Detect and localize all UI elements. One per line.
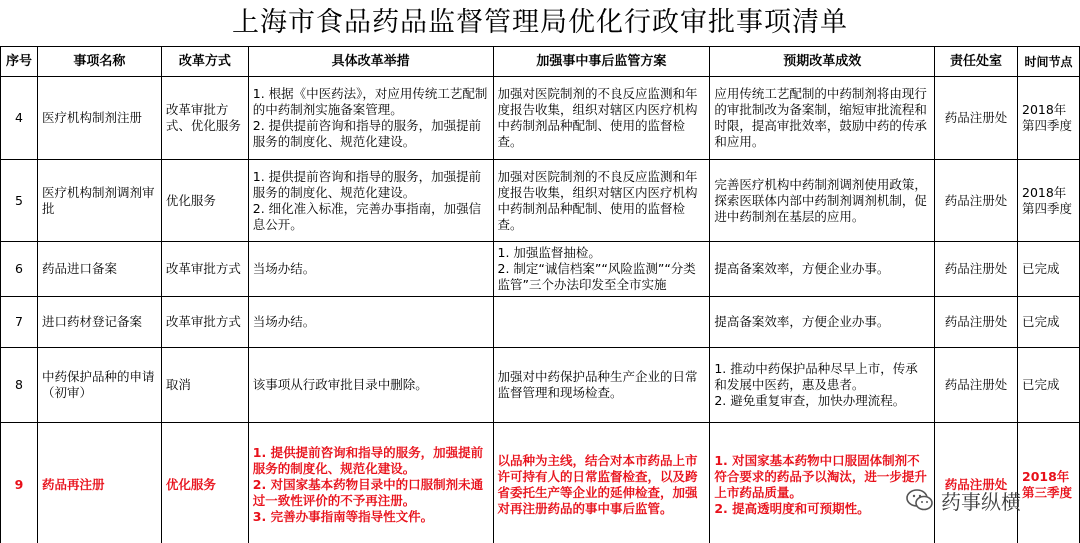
cell-name: 药品进口备案 xyxy=(37,242,161,297)
cell-name: 进口药材登记备案 xyxy=(37,297,161,348)
cell-supervision: 加强对医院制剂的不良反应监测和年度报告收集，组织对辖区内医疗机构中药制剂品种配制、使用的监督检查。 xyxy=(493,77,710,160)
cell-measures-line: 当场办结。 xyxy=(252,261,316,276)
cell-no: 8 xyxy=(1,348,38,423)
header-supervision: 加强事中事后监管方案 xyxy=(493,47,710,77)
cell-supervision: 加强对中药保护品种生产企业的日常监督管理和现场检查。 xyxy=(493,348,710,423)
cell-measures xyxy=(248,160,493,242)
cell-measures-line: 2. 提供提前咨询和指导的服务，加强提前服务的制度化、规范化建设。 xyxy=(252,118,482,149)
cell-method: 改革审批方式 xyxy=(161,242,248,297)
cell-measures xyxy=(248,242,493,297)
cell-effect-line: 提高备案效率，方便企业办事。 xyxy=(714,314,890,329)
cell-effect xyxy=(710,297,935,348)
cell-no: 6 xyxy=(1,242,38,297)
table-row xyxy=(1,242,1080,297)
cell-effect xyxy=(710,242,935,297)
approval-items-table xyxy=(0,46,1080,543)
wechat-icon xyxy=(905,485,935,515)
cell-measures-line: 1. 根据《中医药法》，对应用传统工艺配制的中药制剂实施备案管理。 xyxy=(252,86,488,117)
cell-name: 中药保护品种的申请（初审） xyxy=(37,348,161,423)
cell-effect-line: 完善医疗机构中药制剂调剂使用政策，探索医联体内部中药制剂调剂机制，促进中药制剂在基层的应用。 xyxy=(714,176,927,224)
cell-dept: 药品注册处 xyxy=(935,242,1018,297)
header-no: 序号 xyxy=(1,47,38,77)
cell-no: 5 xyxy=(1,160,38,242)
cell-no: 7 xyxy=(1,297,38,348)
cell-supervision: 加强对医院制剂的不良反应监测和年度报告收集，组织对辖区内医疗机构中药制剂品种配制、使用的监督检查。 xyxy=(493,160,710,242)
watermark-text: 药事纵横 xyxy=(941,489,1021,514)
cell-supervision xyxy=(493,297,710,348)
cell-effect xyxy=(710,348,935,423)
cell-measures-line: 2. 细化准入标准，完善办事指南，加强信息公开。 xyxy=(252,200,482,232)
header-time: 时间节点 xyxy=(1018,47,1080,77)
cell-effect-line: 1. 推动中药保护品种尽早上市，传承和发展中医药，惠及患者。 xyxy=(714,361,918,392)
cell-effect xyxy=(710,423,935,543)
cell-method: 改革审批方式、优化服务 xyxy=(161,77,248,160)
cell-effect-line: 2. 提高透明度和可预期性。 xyxy=(714,501,870,516)
cell-measures-line: 2. 对国家基本药物目录中的口服制剂未通过一致性评价的不予再注册。 xyxy=(252,477,484,508)
cell-name: 医疗机构制剂注册 xyxy=(37,77,161,160)
header-method: 改革方式 xyxy=(161,47,248,77)
cell-method: 改革审批方式 xyxy=(161,297,248,348)
cell-dept: 药品注册处 xyxy=(935,160,1018,242)
cell-measures xyxy=(248,423,493,543)
cell-time: 2018年第四季度 xyxy=(1018,160,1080,242)
table-row xyxy=(1,160,1080,242)
cell-supervision: 以品种为主线，结合对本市药品上市许可持有人的日常监督检查，以及跨省委托生产等企业的延伸检查，加强对再注册药品的事中事后监管。 xyxy=(493,423,710,543)
page-title: 上海市食品药品监督管理局优化行政审批事项清单 xyxy=(232,7,848,38)
cell-no: 4 xyxy=(1,77,38,160)
cell-dept: 药品注册处 xyxy=(935,297,1018,348)
cell-measures-line: 该事项从行政审批目录中删除。 xyxy=(252,377,428,392)
cell-time: 2018年第三季度 xyxy=(1018,423,1080,543)
table-row xyxy=(1,77,1080,160)
table-row xyxy=(1,297,1080,348)
cell-dept: 药品注册处 xyxy=(935,348,1018,423)
cell-name: 药品再注册 xyxy=(37,423,161,543)
cell-effect-line: 提高备案效率，方便企业办事。 xyxy=(714,261,890,276)
cell-measures xyxy=(248,348,493,423)
cell-effect xyxy=(710,77,935,160)
cell-name: 医疗机构制剂调剂审批 xyxy=(37,160,161,242)
cell-time: 2018年第四季度 xyxy=(1018,77,1080,160)
header-effect: 预期改革成效 xyxy=(710,47,935,77)
cell-measures-line: 3. 完善办事指南等指导性文件。 xyxy=(252,509,434,524)
header-row xyxy=(1,47,1080,77)
cell-dept: 药品注册处 xyxy=(935,77,1018,160)
table-row xyxy=(1,348,1080,423)
header-measures: 具体改革举措 xyxy=(248,47,493,77)
cell-time: 已完成 xyxy=(1018,297,1080,348)
cell-supervision: 1. 加强监督抽检。 2. 制定“诚信档案”“风险监测”“分类监管”三个办法印发至全市实施 xyxy=(493,242,710,297)
cell-measures-line: 当场办结。 xyxy=(252,314,316,329)
header-dept: 责任处室 xyxy=(935,47,1018,77)
cell-time: 已完成 xyxy=(1018,242,1080,297)
cell-effect-line: 1. 对国家基本药物中口服固体制剂不符合要求的药品予以淘汰，进一步提升上市药品质量。 xyxy=(714,453,927,500)
cell-measures xyxy=(248,297,493,348)
watermark xyxy=(905,475,1080,525)
cell-dept: 药品注册处 xyxy=(935,423,1018,543)
cell-measures-line: 1. 提供提前咨询和指导的服务，加强提前服务的制度化、规范化建设。 xyxy=(252,168,482,200)
cell-method: 取消 xyxy=(161,348,248,423)
cell-method: 优化服务 xyxy=(161,160,248,242)
cell-effect-line: 应用传统工艺配制的中药制剂将由现行的审批制改为备案制，缩短审批流程和时限，提高审批效率，鼓励中药的传承和应用。 xyxy=(714,86,927,149)
header-name: 事项名称 xyxy=(37,47,161,77)
cell-effect xyxy=(710,160,935,242)
cell-time: 已完成 xyxy=(1018,348,1080,423)
cell-measures xyxy=(248,77,493,160)
cell-effect-line: 2. 避免重复审查，加快办理流程。 xyxy=(714,393,906,408)
cell-measures-line: 1. 提供提前咨询和指导的服务，加强提前服务的制度化、规范化建设。 xyxy=(252,445,484,476)
cell-method: 优化服务 xyxy=(161,423,248,543)
cell-no: 9 xyxy=(1,423,38,543)
